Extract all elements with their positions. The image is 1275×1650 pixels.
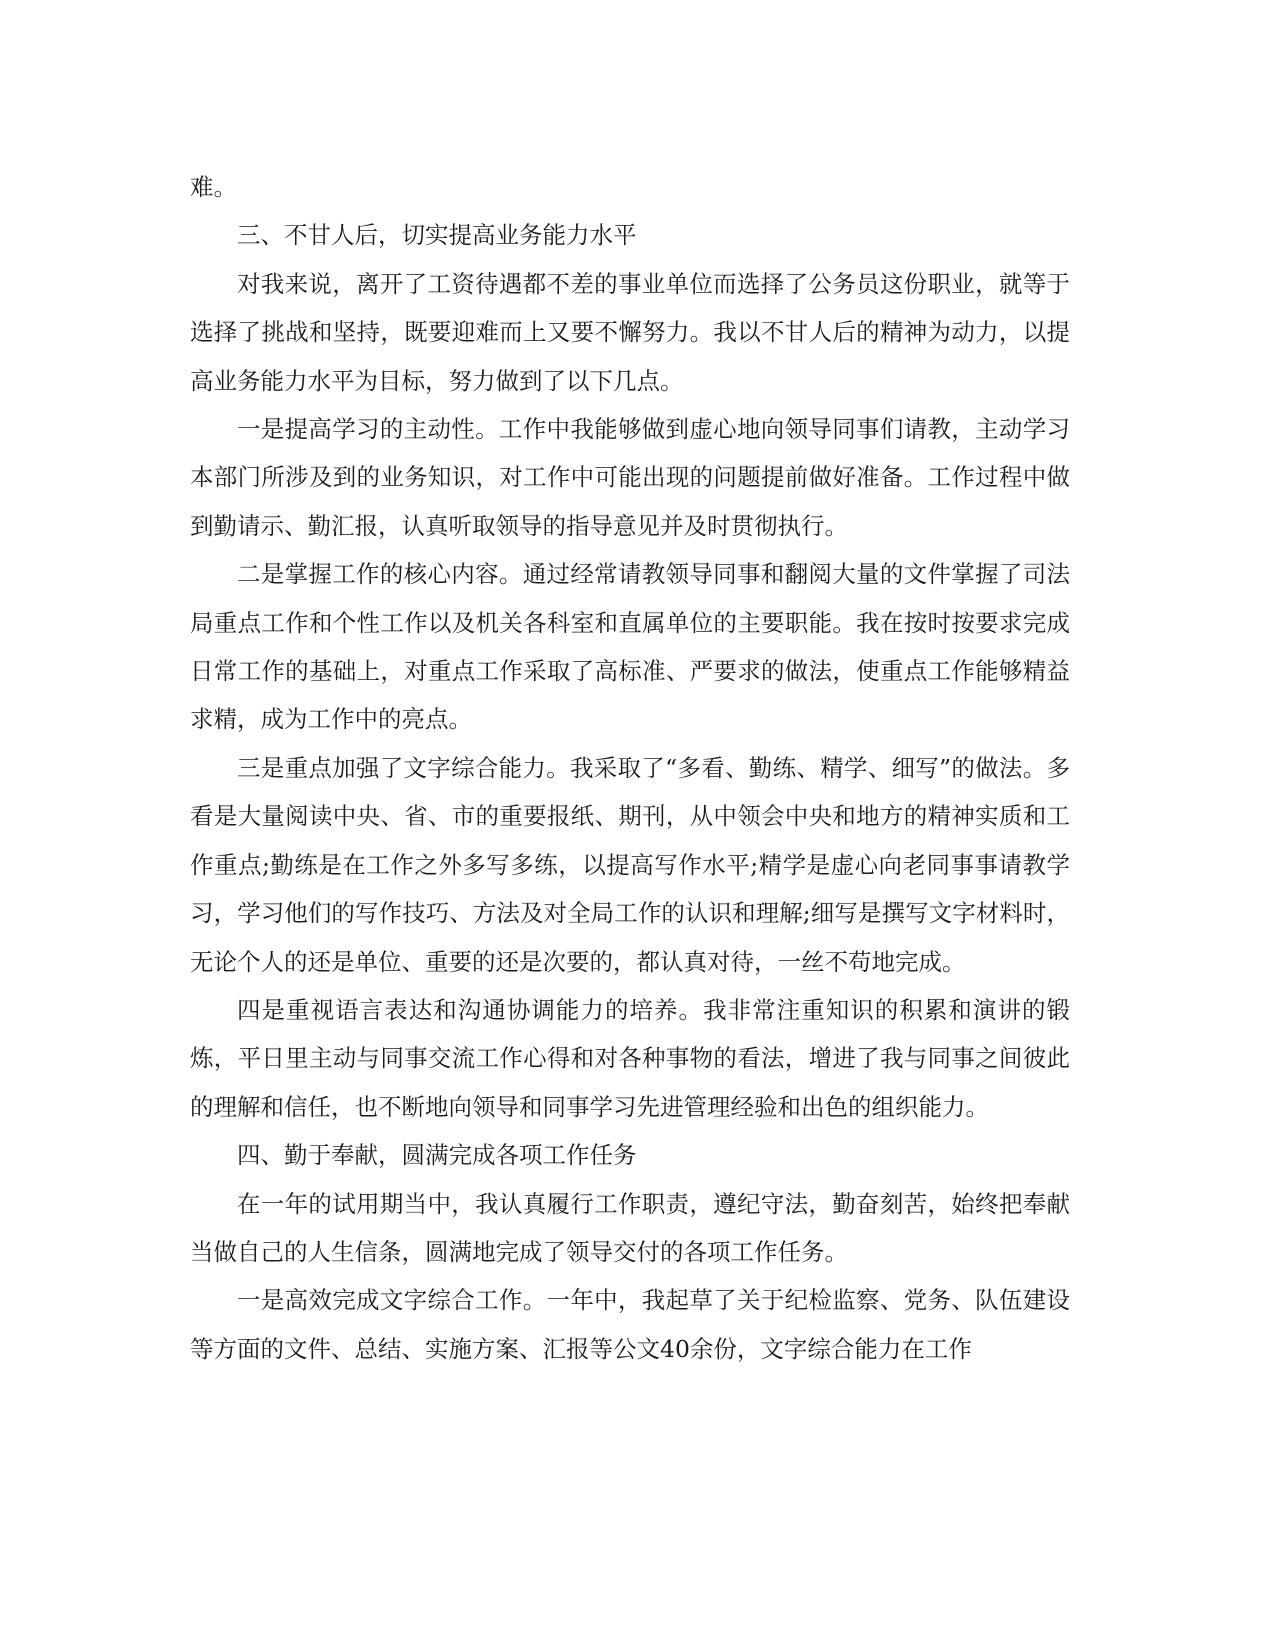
paragraph-writing-skills: 三是重点加强了文字综合能力。我采取了“多看、勤练、精学、细写”的做法。多看是大量阅读中央、省、市的重要报纸、期刊，从中领会中央和地方的精神实质和工作重点;勤练是在工作之外多写多练，以提高写作水平;精学是虚心向老同事事请教学习，学习他们的写作技巧、方法及对全局工作的认识和理解;细写是撰写文字材料时，无论个人的还是单位、重要的还是次要的，都认真对待，一丝不苟地完成。 xyxy=(190,753,1070,976)
paragraph-core-work: 二是掌握工作的核心内容。通过经常请教领导同事和翻阅大量的文件掌握了司法局重点工作和个性工作以及机关各科室和直属单位的主要职能。我在按时按要求完成日常工作的基础上，对重点工作采取了高标准、严要求的做法，使重点工作能够精益求精，成为工作中的亮点。 xyxy=(190,560,1070,734)
section-heading-3: 三、不甘人后，切实提高业务能力水平 xyxy=(237,221,637,250)
document-body xyxy=(190,163,1070,1373)
paragraph-probation-summary: 在一年的试用期当中，我认真履行工作职责，遵纪守法，勤奋刻苦，始终把奉献当做自己的人生信条，圆满地完成了领导交付的各项工作任务。 xyxy=(190,1189,1070,1266)
paragraph-communication: 四是重视语言表达和沟通协调能力的培养。我非常注重知识的积累和演讲的锻炼，平日里主动与同事交流工作心得和对各种事物的看法，增进了我与同事之间彼此的理解和信任，也不断地向领导和同事学习先进管理经验和出色的组织能力。 xyxy=(190,995,1070,1121)
paragraph-learning-initiative: 一是提高学习的主动性。工作中我能够做到虚心地向领导同事们请教，主动学习本部门所涉及到的业务知识，对工作中可能出现的问题提前做好准备。工作过程中做到勤请示、勤汇报，认真听取领导的指导意见并及时贯彻执行。 xyxy=(190,415,1070,540)
paragraph-writing-work: 一是高效完成文字综合工作。一年中，我起草了关于纪检监察、党务、队伍建设等方面的文件、总结、实施方案、汇报等公文40余份，文字综合能力在工作 xyxy=(190,1286,1070,1363)
paragraph-continuation: 难。 xyxy=(190,173,237,201)
paragraph-career-choice: 对我来说，离开了工资待遇都不差的事业单位而选择了公务员这份职业，就等于选择了挑战和坚持，既要迎难而上又要不懈努力。我以不甘人后的精神为动力，以提高业务能力水平为目标，努力做到了以下几点。 xyxy=(190,269,1070,395)
section-heading-4: 四、勤于奉献，圆满完成各项工作任务 xyxy=(237,1141,637,1170)
